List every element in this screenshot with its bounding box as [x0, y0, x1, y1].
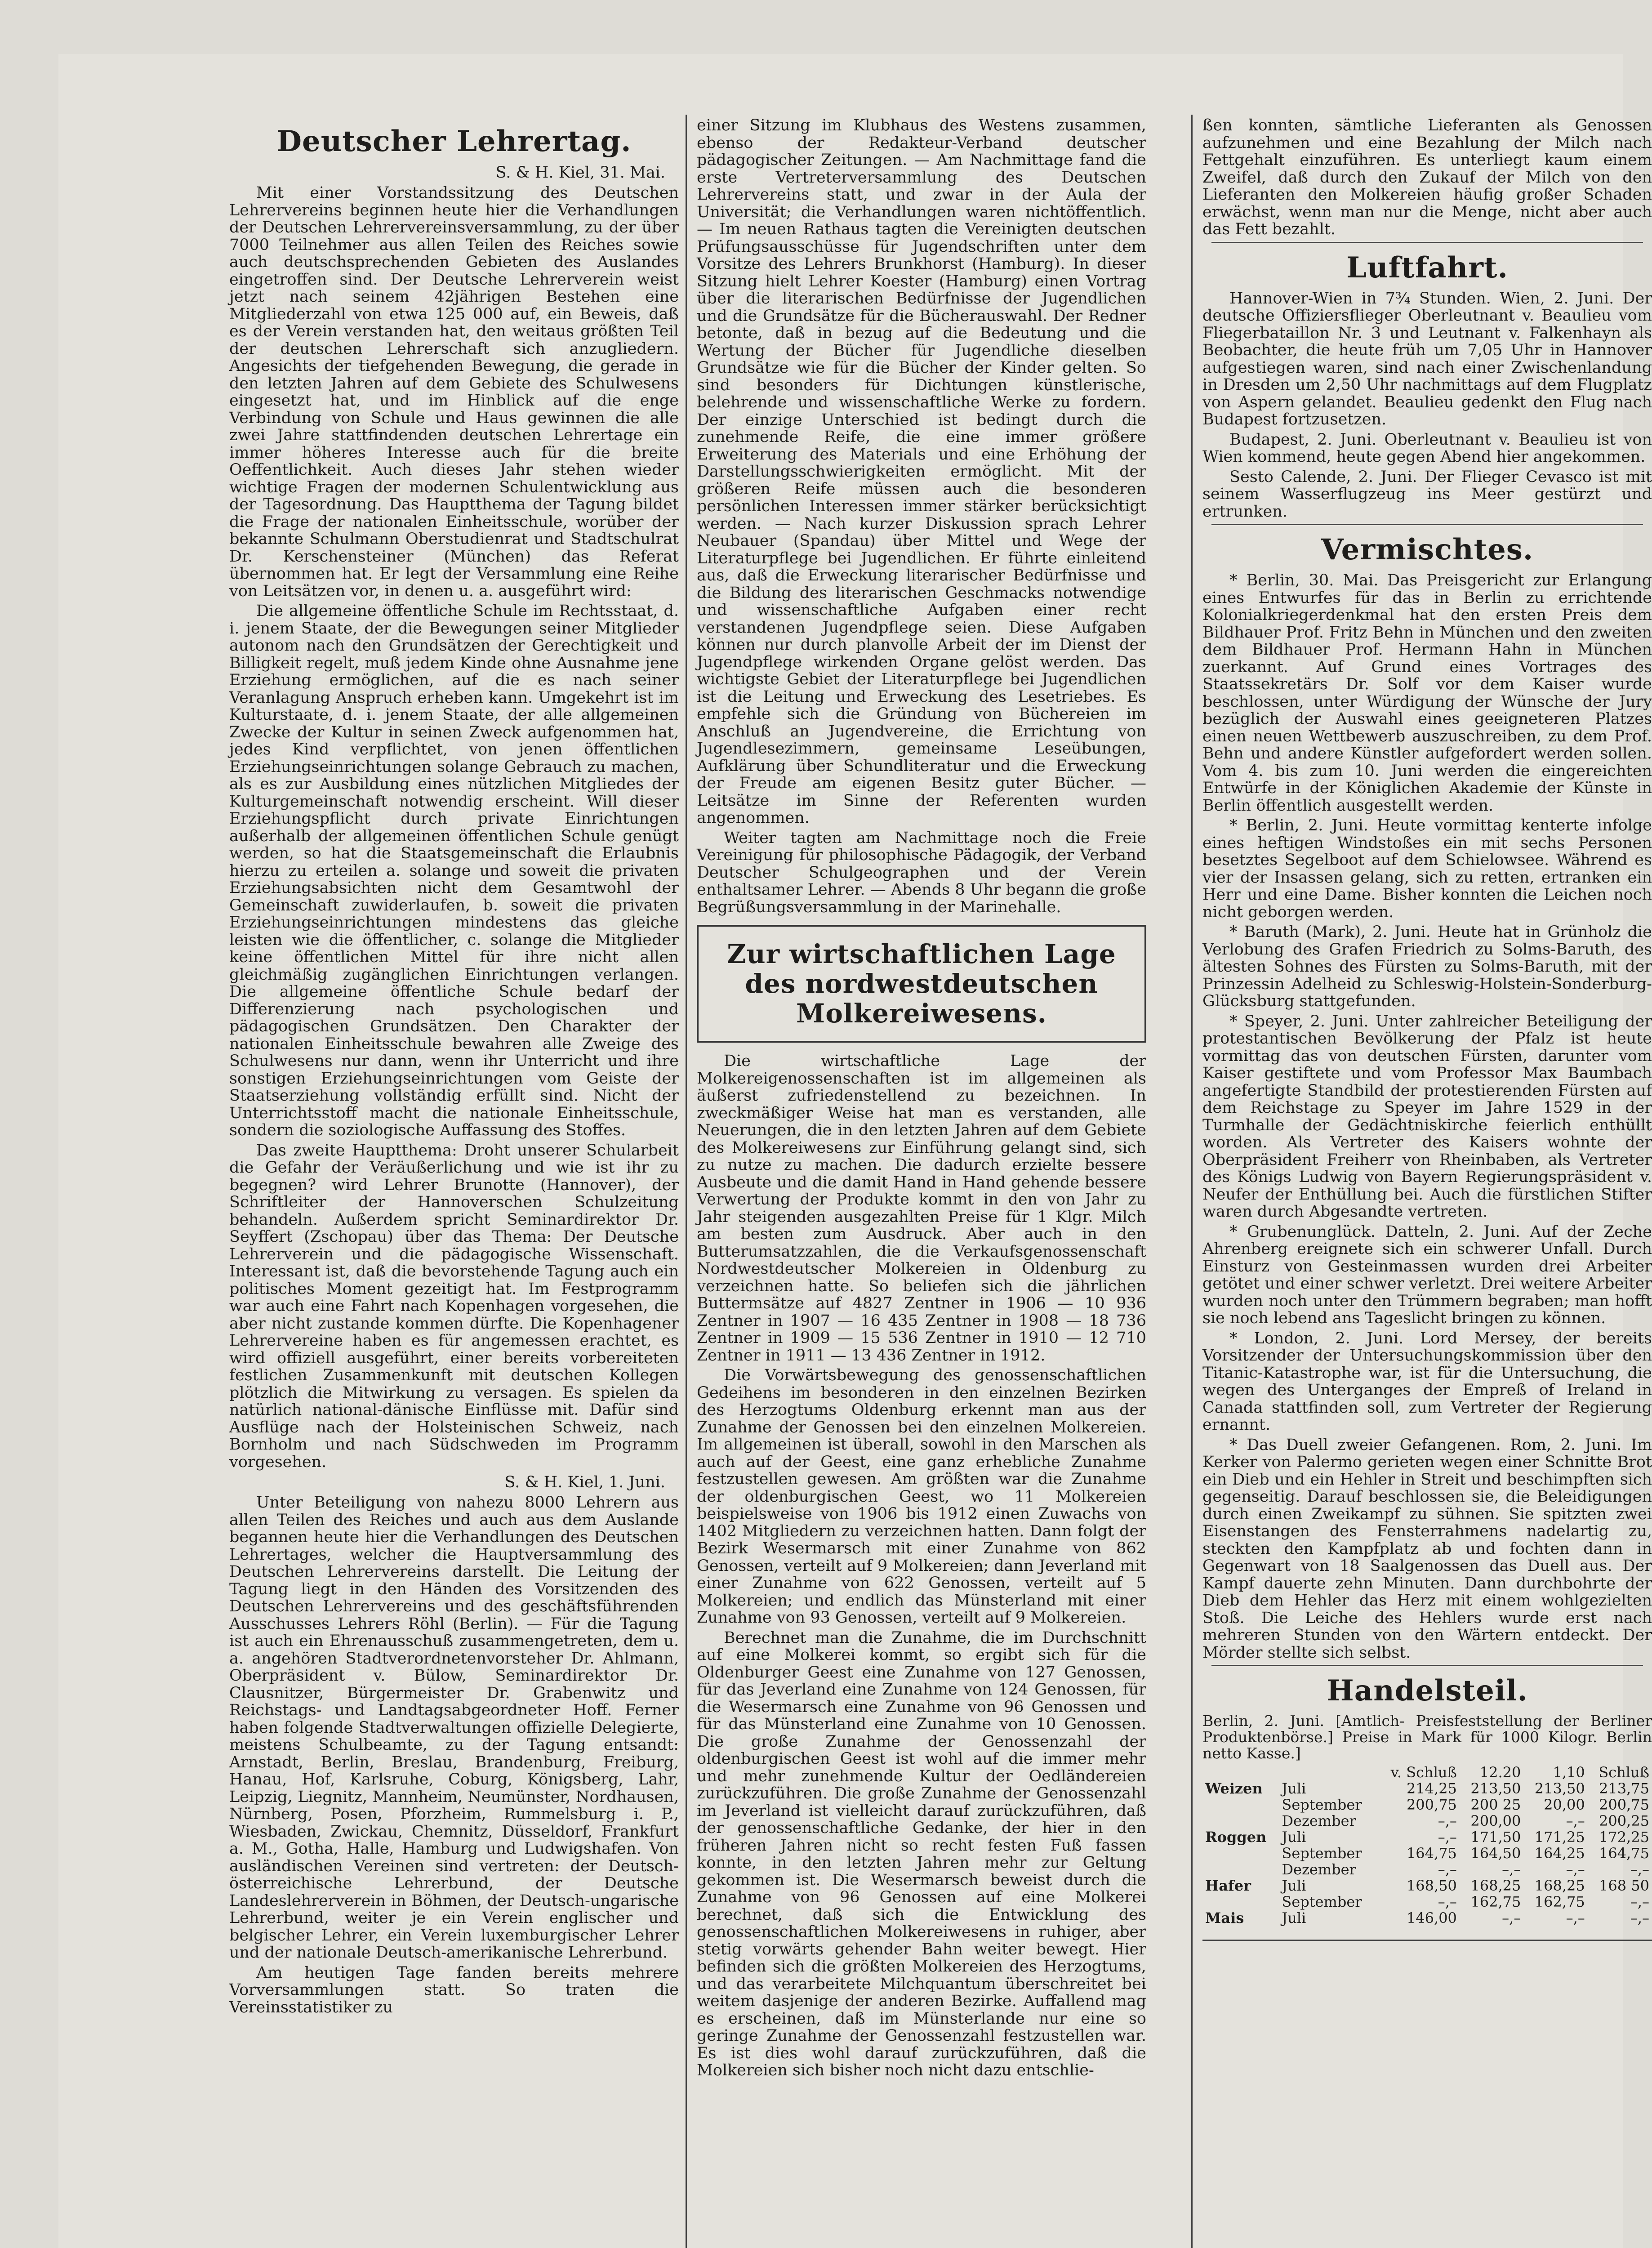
grain-price-table: [1202, 1764, 1652, 1926]
paragraph: Weiter tagten am Nachmittage noch die Freie Vereinigung für philosophische Pädagogik, der Verband Deutscher Schulgeographen und der Verein enthaltsamer Lehrer. — Abends 8 Uhr begann die große Begrüßungsversammlung in der Marinehalle.: [697, 829, 1146, 916]
table-row: [1202, 1894, 1652, 1910]
paragraph: Berechnet man die Zunahme, die im Durchschnitt auf eine Molkerei kommt, so ergibt sich für die Oldenburger Geest eine Zunahme von 127 Genossen, für das Jeverland eine Zunahme von 124 Genossen, für die Wesermarsch eine Zunahme von 96 Genossen und für das Münsterland eine Zunahme von 10 Genossen. Die große Zunahme der Genossenzahl der oldenburgischen Geest ist wohl auf die immer mehr und mehr zunehmende Kultur der Oedländereien zurückzuführen. Die große Zunahme der Genossenzahl im Jeverland ist vielleicht darauf zurückzuführen, daß der genossenschaftliche Gedanke, der hier in den früheren Jahren nicht so recht festen Fuß fassen konnte, in den letzten Jahren mehr zur Geltung gekommen ist. Die Wesermarsch beweist durch die Zunahme von 96 Genossen auf eine Molkerei berechnet, daß sich die Entwicklung des genossenschaftlichen Molkereiwesens in ruhiger, aber stetig vorwärts gehender Bahn weiter bewegt. Hier befinden sich die größten Molkereien des Herzogtums, und das verarbeitete Milchquantum überschreitet bei weitem dasjenige der anderen Bezirke. Auffallend mag es erscheinen, daß im Münsterlande nur eine so geringe Zunahme der Genossenzahl festzustellen war. Es ist dies wohl darauf zurückzuführen, daß die Molkereien sich bisher noch nicht dazu entschlie-: [697, 1628, 1146, 2079]
paragraph: * Grubenunglück. Datteln, 2. Juni. Auf der Zeche Ahrenberg ereignete sich ein schwerer Unfall. Durch Einsturz von Gesteinmassen wurden drei Arbeiter getötet und einer schwer verletzt. Drei weitere Arbeiter wurden noch unter den Trümmern begraben; man hofft sie noch lebend ans Tageslicht bringen zu können.: [1202, 1222, 1652, 1327]
table-cell: [1202, 1797, 1279, 1813]
table-cell: 200,75: [1406, 1796, 1457, 1813]
table-cell: 146,00: [1406, 1909, 1457, 1927]
table-cell: –,–: [1630, 1909, 1649, 1927]
table-row: [1202, 1813, 1652, 1829]
paragraph: Das zweite Hauptthema: Droht unserer Schularbeit die Gefahr der Veräußerlichung und wie ist ihr zu begegnen? wird Lehrer Brunotte (Hannover), der Schriftleiter der Hannoverschen Schulzeitung behandeln. Außerdem spricht Seminardirektor Dr. Seyffert (Zschopau) über das Thema: Der Deutsche Lehrerverein und die pädagogische Wissenschaft. Interessant ist, daß die bevorstehende Tagung auch ein politisches Moment gezeitigt hat. Im Festprogramm war auch eine Fahrt nach Kopenhagen vorgesehen, die aber nicht zustande kommen dürfte. Die Kopenhagener Lehrervereine haben es für angemessen erachtet, es wird offiziell ausgeführt, einer bereits vorbereiteten festlichen Zusammenkunft mit deutschen Kollegen plötzlich die Mitwirkung zu versagen. Es spielen da natürlich national-dänische Einflüsse mit. Dafür sind Ausflüge nach der Holsteinischen Schweiz, nach Bornholm und nach Südschweden im Programm vorgesehen.: [229, 1141, 679, 1471]
table-cell: –,–: [1438, 1829, 1457, 1846]
table-cell: 168,25: [1534, 1877, 1585, 1894]
table-cell: Juli: [1282, 1909, 1306, 1927]
table-cell: –,–: [1438, 1812, 1457, 1829]
table-cell: 162,75: [1470, 1893, 1521, 1910]
dateline: S. & H. Kiel, 31. Mai.: [495, 164, 665, 182]
paragraph: * Baruth (Mark), 2. Juni. Heute hat in Grünholz die Verlobung des Grafen Friedrich zu Solms-Baruth, des ältesten Sohnes des Fürsten zu Solms-Baruth, mit der Prinzessin Adelheid zu Schleswig-Holstein-Sonderburg-Glücksburg stattgefunden.: [1202, 923, 1652, 1010]
table-cell: –,–: [1566, 1812, 1585, 1829]
table-cell: 200,75: [1599, 1796, 1649, 1813]
market-intro: Berlin, 2. Juni. [Amtlich- Preisfeststellung der Berliner Produktenbörse.] Preise in Mark für 1000 Kilogr. Berlin netto Kasse.]: [1202, 1712, 1652, 1762]
table-cell: 213,50: [1470, 1780, 1521, 1797]
table-cell: September: [1282, 1796, 1362, 1813]
table-row: [1202, 1845, 1652, 1861]
table-cell: –,–: [1502, 1909, 1521, 1927]
table-header-cell: 1,10: [1553, 1764, 1585, 1781]
table-cell: 213,50: [1534, 1780, 1585, 1797]
paragraph: Mit einer Vorstandssitzung des Deutschen Lehrervereins beginnen heute hier die Verhandlungen der Deutschen Lehrervereinsversammlung, zu der über 7000 Teilnehmer aus allen Teilen des Reiches sowie auch deutschsprechenden Gebieten des Auslandes eingetroffen sind. Der Deutsche Lehrerverein weist jetzt nach seinem 42jährigen Bestehen eine Mitgliederzahl von etwa 125 000 auf, ein Beweis, daß es der Verein verstanden hat, den weitaus größten Teil der deutschen Lehrerschaft sich anzugliedern. Angesichts der tiefgehenden Bewegung, die gerade in den letzten Jahren auf dem Gebiete des Schulwesens eingesetzt hat, und im Hinblick auf die enge Verbindung von Schule und Haus gewinnen die alle zwei Jahre stattfindenden deutschen Lehrertage ein immer höheres Interesse auch für die breite Oeffentlichkeit. Auch dieses Jahr stehen wieder wichtige Fragen der modernen Schulentwicklung aus der Tagesordnung. Das Hauptthema der Tagung bildet die Frage der nationalen Einheitsschule, worüber der bekannte Schulmann Oberstudienrat und Stadtschulrat Dr. Kerschensteiner (München) das Referat übernommen hat. Er legt der Versammlung eine Reihe von Leitsätzen vor, in denen u. a. ausgeführt wird:: [229, 184, 679, 600]
table-cell: Dezember: [1282, 1861, 1356, 1878]
table-cell: Juli: [1282, 1829, 1306, 1846]
paragraph: Hannover-Wien in 7¾ Stunden. Wien, 2. Juni. Der deutsche Offiziersflieger Oberleutnant v. Beaulieu vom Fliegerbataillon Nr. 3 und Leutnant v. Falkenhayn als Beobachter, die heute früh um 7,05 Uhr in Hannover aufgestiegen waren, sind nach einer Zwischenlandung in Dresden um 2,50 Uhr nachmittags auf dem Flugplatz von Aspern gelandet. Beaulieu gedenkt den Flug nach Budapest fortzusetzen.: [1202, 289, 1652, 428]
table-cell: 168,25: [1470, 1877, 1521, 1894]
article-heading: Deutscher Lehrertag.: [276, 125, 632, 158]
table-cell: 214,25: [1406, 1780, 1457, 1797]
table-cell: –,–: [1566, 1861, 1585, 1878]
table-cell: –,–: [1630, 1861, 1649, 1878]
table-cell: 168 50: [1599, 1877, 1649, 1894]
table-cell: Mais: [1205, 1909, 1244, 1927]
table-cell: –,–: [1438, 1861, 1457, 1878]
table-cell: 172,25: [1599, 1829, 1649, 1846]
table-cell: September: [1282, 1845, 1362, 1862]
table-header-cell: Schluß: [1599, 1764, 1649, 1781]
paragraph: Die Vorwärtsbewegung des genossenschaftlichen Gedeihens im besonderen in den einzelnen Bezirken des Herzogtums Oldenburg erkennt man aus der Zunahme der Genossen bei den einzelnen Molkereien. Im allgemeinen ist überall, sowohl in den Marschen als auch auf der Geest, eine ganz erhebliche Zunahme festzustellen gewesen. Am größten war die Zunahme der oldenburgischen Geest, wo 11 Molkereien beispielsweise von 1906 bis 1912 einen Zuwachs von 1402 Mitgliedern zu verzeichnen hatten. Dann folgt der Bezirk Wesermarsch mit einer Zunahme von 862 Genossen, verteilt auf 9 Molkereien; dann Jeverland mit einer Zunahme von 622 Genossen, verteilt auf 5 Molkereien; und endlich das Münsterland mit einer Zunahme von 93 Genossen, verteilt auf 9 Molkereien.: [697, 1366, 1146, 1627]
article-heading-box: [697, 925, 1146, 1043]
table-row: [1202, 1878, 1652, 1894]
table-header-cell: v. Schluß: [1390, 1764, 1457, 1781]
column-1: [229, 117, 679, 2248]
separator: [1211, 1665, 1643, 1666]
paragraph: einer Sitzung im Klubhaus des Westens zusammen, ebenso der Redakteur-Verband deutscher pädagogischer Zeitungen. — Am Nachmittage fand die erste Vertreterversammlung des Deutschen Lehrervereins statt, und zwar in der Aula der Universität; die Verhandlungen waren nichtöffentlich. — Im neuen Rathaus tagten die Vereinigten deutschen Prüfungsausschüsse für Jugendschriften unter dem Vorsitze des Lehrers Brunkhorst (Hamburg). In dieser Sitzung hielt Lehrer Koester (Hamburg) einen Vortrag über die literarischen Bedürfnisse der Jugendlichen und die Grundsätze für die Bücherauswahl. Der Redner betonte, daß in bezug auf die Bedeutung und die Wertung der Bücher für Jugendliche dieselben Grundsätze wie für die Bücher der Kinder gelten. So sind besonders für Dichtungen künstlerische, belehrende und wissenschaftliche Werke zu fordern. Der einzige Unterschied ist bedingt durch die zunehmende Reife, die eine immer größere Erweiterung des Materials und eine Erhöhung der Darstellungsschwierigkeiten ermöglicht. Mit der größeren Reife müssen auch die besonderen persönlichen Interessen immer stärker berücksichtigt werden. — Nach kurzer Diskussion sprach Lehrer Neubauer (Spandau) über Mittel und Wege der Literaturpflege bei Jugendlichen. Er führte einleitend aus, daß die Erweckung literarischer Bedürfnisse und die Bildung des literarischen Geschmacks notwendige und wissenschaftliche Aufgaben einer recht verstandenen Jugendpflege seien. Diese Aufgaben können nur durch planvolle Arbeit der im Dienst der Jugendpflege wirkenden Organe gelöst werden. Das wichtigste Gebiet der Literaturpflege bei Jugendlichen ist die Leitung und Erweckung des Lesetriebes. Es empfehle sich die Gründung von Büchereien im Anschluß an Jugendvereine, die Errichtung von Jugendlesezimmern, gemeinsame Leseübungen, Aufklärung über Schundliteratur und die Erweckung der Freude am eigenen Besitz guter Bücher. — Leitsätze im Sinne der Referenten wurden angenommen.: [697, 116, 1146, 827]
section-heading: Vermischtes.: [1321, 533, 1534, 566]
table-cell: –,–: [1502, 1861, 1521, 1878]
table-cell: Weizen: [1205, 1780, 1263, 1797]
paragraph: Unter Beteiligung von nahezu 8000 Lehrern aus allen Teilen des Reiches und auch aus dem Auslande begannen heute hier die Verhandlungen des Deutschen Lehrertages, welcher die Hauptversammlung des Deutschen Lehrervereins darstellt. Die Leitung der Tagung liegt in den Händen des Vorsitzenden des Deutschen Lehrervereins und des geschäftsführenden Ausschusses Lehrers Röhl (Berlin). — Für die Tagung ist auch ein Ehrenausschuß zusammengetreten, dem u. a. angehören Stadtverordnetenvorsteher Dr. Ahlmann, Oberpräsident v. Bülow, Seminardirektor Dr. Clausnitzer, Bürgermeister Dr. Grabenwitz und Reichstags- und Landtagsabgeordneter Hoff. Ferner haben folgende Stadtverwaltungen offizielle Delegierte, meistens Schulbeamte, zu der Tagung entsandt: Arnstadt, Berlin, Breslau, Brandenburg, Freiburg, Hanau, Hof, Karlsruhe, Coburg, Königsberg, Lahr, Leipzig, Liegnitz, Mannheim, Neumünster, Nordhausen, Nürnberg, Posen, Pforzheim, Rummelsburg i. P., Wiesbaden, Zwickau, Chemnitz, Düsseldorf, Frankfurt a. M., Gotha, Halle, Hamburg und Ludwigshafen. Von ausländischen Vereinen sind vertreten: der Deutsch-österreichische Lehrerbund, der Deutsche Landeslehrerverein in Böhmen, der Deutsch-ungarische Lehrerbund, weiter je ein Verein englischer und belgischer Lehrer, ein Verein luxemburgischer Lehrer und der nationale Deutsch-amerikanische Lehrerbund.: [229, 1494, 679, 1962]
separator: [1202, 1940, 1652, 1941]
dateline: S. & H. Kiel, 1. Juni.: [504, 1473, 665, 1491]
table-row: [1202, 1861, 1652, 1878]
table-cell: 200 25: [1470, 1796, 1521, 1813]
article-heading: Zur wirtschaftlichen Lage des nordwestdeutschen Molkereiwesens.: [727, 939, 1116, 1029]
table-cell: September: [1282, 1893, 1362, 1910]
paragraph: Am heutigen Tage fanden bereits mehrere Vorversammlungen statt. So traten die Vereinsstatistiker zu: [229, 1963, 679, 2016]
table-row: [1202, 1829, 1652, 1845]
table-cell: 171,25: [1534, 1829, 1585, 1846]
table-cell: 213,75: [1599, 1780, 1649, 1797]
paragraph: Die wirtschaftliche Lage der Molkereigenossenschaften ist im allgemeinen als äußerst zufriedenstellend zu bezeichnen. In zweckmäßiger Weise hat man es verstanden, alle Neuerungen, die in den letzten Jahren auf dem Gebiete des Molkereiwesens zur Einführung gelangt sind, sich zu nutze zu machen. Die dadurch erzielte bessere Ausbeute und die damit Hand in Hand gehende bessere Verwertung der Produkte kommt in den von Jahr zu Jahr steigenden ausgezahlten Preise für 1 Klgr. Milch am besten zum Ausdruck. Aber auch in den Butterumsatzzahlen, die die Verkaufsgenossenschaft Nordwestdeutscher Molkereien in Oldenburg zu verzeichnen hatte. So beliefen sich die jährlichen Buttermsätze auf 4827 Zentner in 1906 — 10 936 Zentner in 1907 — 16 435 Zentner in 1908 — 18 736 Zentner in 1909 — 15 536 Zentner in 1910 — 12 710 Zentner in 1911 — 13 436 Zentner in 1912.: [697, 1052, 1146, 1365]
table-cell: [1202, 1894, 1279, 1910]
separator: [1211, 242, 1643, 243]
table-header-cell: [1202, 1764, 1279, 1780]
paragraph: Budapest, 2. Juni. Oberleutnant v. Beaulieu ist von Wien kommend, heute gegen Abend hier angekommen.: [1202, 430, 1652, 466]
table-header-cell: 12.20: [1479, 1764, 1521, 1781]
table-row: [1202, 1797, 1652, 1813]
table-row: [1202, 1910, 1652, 1926]
table-cell: 20,00: [1544, 1796, 1585, 1813]
table-cell: 164,50: [1470, 1845, 1521, 1862]
table-cell: 200,25: [1599, 1812, 1649, 1829]
paragraph: * Speyer, 2. Juni. Unter zahlreicher Beteiligung der protestantischen Bevölkerung der Pfalz ist heute vormittag das von deutschen Fürsten, darunter vom Kaiser gestiftete und vom Professor Max Baumbach angefertigte Standbild der protestierenden Fürsten auf dem Reichstage zu Speyer im Jahre 1529 in der Turmhalle der Gedächtniskirche feierlich enthüllt worden. Als Vertreter des Kaisers wohnte der Oberpräsident Freiherr von Rheinbaben, als Vertreter des Königs Ludwig von Bayern Regierungspräsident v. Neufer der Enthüllung bei. Auch die fürstlichen Stifter waren durch Abgesandte vertreten.: [1202, 1012, 1652, 1221]
paragraph: Die allgemeine öffentliche Schule im Rechtsstaat, d. i. jenem Staate, der die Bewegungen seiner Mitglieder autonom nach den Grundsätzen der Gerechtigkeit und Billigkeit regelt, muß jedem Kinde ohne Ausnahme jene Erziehung ermöglichen, auf die es nach seiner Veranlagung Anspruch erheben kann. Umgekehrt ist im Kulturstaate, d. i. jenem Staate, der alle allgemeinen Zwecke der Kultur in seinen Zweck aufgenommen hat, jedes Kind verpflichtet, von jenen öffentlichen Erziehungseinrichtungen solange Gebrauch zu machen, als es zur Ausbildung eines nützlichen Mitgliedes der Kulturgemeinschaft notwendig erscheint. Will dieser Erziehungspflicht durch private Einrichtungen außerhalb der allgemeinen öffentlichen Schule genügt werden, so hat die Staatsgemeinschaft die Erlaubnis hierzu zu erteilen a. solange und soweit die privaten Erziehungsabsichten nicht dem Gesamtwohl der Gemeinschaft zuwiderlaufen, b. soweit die privaten Erziehungseinrichtungen mindestens das gleiche leisten wie die öffentlicher, c. solange die Mitglieder keine öffentlichen Mittel für ihre nicht allen gleichmäßig zugänglichen Einrichtungen verlangen. Die allgemeine öffentliche Schule bedarf der Differenzierung nach psychologischen und pädagogischen Grundsätzen. Den Charakter der nationalen Einheitsschule bewahren alle Zweige des Schulwesens nur dann, wenn ihr Unterricht und ihre sonstigen Erziehungseinrichtungen vom Geiste der Staatserziehung vollständig erfüllt sind. Nicht der Unterrichtsstoff macht die nationale Einheitsschule, sondern die soziologische Auffassung des Stoffes.: [229, 602, 679, 1139]
newspaper-page: [58, 54, 1652, 2248]
table-cell: [1202, 1845, 1279, 1861]
column-rule: [1191, 115, 1193, 2248]
table-cell: 164,75: [1406, 1845, 1457, 1862]
table-cell: 200,00: [1470, 1812, 1521, 1829]
paragraph: * Berlin, 2. Juni. Heute vormittag kenterte infolge eines heftigen Windstoßes ein mit sechs Personen besetztes Segelboot auf dem Schielowsee. Während es vier der Insassen gelang, sich zu retten, ertranken ein Herr und eine Dame. Bisher konnten die Leichen noch nicht geborgen werden.: [1202, 816, 1652, 921]
table-row: [1202, 1780, 1652, 1797]
table-cell: –,–: [1566, 1909, 1585, 1927]
separator: [1211, 524, 1643, 525]
column-3: [1202, 117, 1652, 2248]
table-cell: –,–: [1630, 1893, 1649, 1910]
paragraph: * Berlin, 30. Mai. Das Preisgericht zur Erlangung eines Entwurfes für das in Berlin zu errichtende Kolonialkriegerdenkmal hat den ersten Preis dem Bildhauer Prof. Fritz Behn in München und den zweiten dem Bildhauer Prof. Hermann Hahn in München zuerkannt. Auf Grund eines Vortrages des Staatssekretärs Dr. Solf vor dem Kaiser wurde beschlossen, unter Würdigung der Wünsche der Jury bezüglich der Auswahl eines geeigneteren Platzes einen neuen Wettbewerb auszuschreiben, zu dem Prof. Behn und andere Künstler aufgefordert werden sollen. Vom 4. bis zum 10. Juni werden die eingereichten Entwürfe in der Königlichen Akademie der Künste in Berlin öffentlich ausgestellt werden.: [1202, 571, 1652, 815]
table-cell: 168,50: [1406, 1877, 1457, 1894]
table-cell: [1202, 1813, 1279, 1829]
table-cell: Juli: [1282, 1780, 1306, 1797]
table-cell: 162,75: [1534, 1893, 1585, 1910]
table-header-cell: [1279, 1764, 1377, 1780]
table-cell: Hafer: [1205, 1877, 1251, 1894]
table-cell: Roggen: [1205, 1829, 1267, 1846]
table-cell: [1202, 1861, 1279, 1878]
paragraph: * Das Duell zweier Gefangenen. Rom, 2. Juni. Im Kerker von Palermo gerieten wegen einer Schnitte Brot ein Dieb und ein Hehler in Streit und beschimpften sich gegenseitig. Darauf beschlossen sie, die Beleidigungen durch einen Zweikampf zu sühnen. Sie spitzten zwei Eisenstangen des Fensterrahmens nadelartig zu, steckten den Kampfplatz ab und fochten dann in Gegenwart von 18 Saalgenossen das Duell aus. Der Kampf dauerte zehn Minuten. Dann durchbohrte der Dieb dem Hehler das Herz mit einem wohlgezielten Stoß. Die Leiche des Hehlers wurde erst nach mehreren Stunden von den Wärtern entdeckt. Der Mörder stellte sich selbst.: [1202, 1436, 1652, 1662]
table-cell: Dezember: [1282, 1812, 1356, 1829]
table-cell: 164,25: [1534, 1845, 1585, 1862]
section-heading: Handelsteil.: [1327, 1674, 1528, 1708]
section-heading: Luftfahrt.: [1346, 250, 1508, 285]
table-cell: 171,50: [1470, 1829, 1521, 1846]
table-cell: Juli: [1282, 1877, 1306, 1894]
column-2: [697, 117, 1146, 2248]
column-rule: [686, 115, 687, 2248]
table-header-row: [1202, 1764, 1652, 1780]
paragraph: * London, 2. Juni. Lord Mersey, der bereits Vorsitzender der Untersuchungskommission über den Titanic-Katastrophe war, ist für die Untersuchung, die wegen des Unterganges der Empreß of Ireland in Canada stattfinden soll, zum Vertreter der Regierung ernannt.: [1202, 1329, 1652, 1434]
paragraph: ßen konnten, sämtliche Lieferanten als Genossen aufzunehmen und eine Bezahlung der Milch nach Fettgehalt einzuführen. Es unterliegt kaum einem Zweifel, daß durch den Zukauf der Milch von den Lieferanten den Molkereien häufig großer Schaden erwächst, wenn man nur die Menge, nicht aber auch das Fett bezahlt.: [1202, 116, 1652, 238]
table-cell: 164,75: [1599, 1845, 1649, 1862]
table-cell: –,–: [1438, 1893, 1457, 1910]
paragraph: Sesto Calende, 2. Juni. Der Flieger Cevasco ist mit seinem Wasserflugzeug ins Meer gestürzt und ertrunken.: [1202, 468, 1652, 521]
